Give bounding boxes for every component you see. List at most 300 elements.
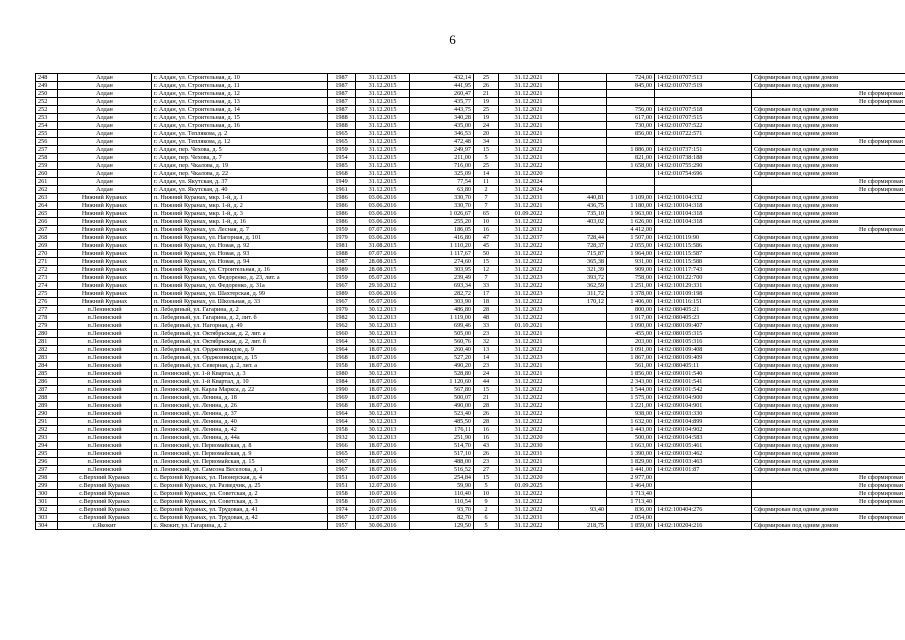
- cell-land-area: 1 251,00: [607, 282, 655, 290]
- table-row: [36, 146, 905, 154]
- cell-area: 488,00: [410, 458, 474, 466]
- cell-residents: 2: [474, 506, 499, 514]
- cell-land-status: Сформирован под одним домом: [752, 410, 905, 418]
- housing-register-table-wrap: [35, 73, 905, 530]
- cell-row-number: 258: [36, 154, 58, 162]
- cell-row-number: 288: [36, 394, 58, 402]
- cell-address: г. Алдан, ул. Строительная, д. 12: [152, 90, 328, 98]
- table-row: [36, 442, 905, 450]
- table-row: [36, 514, 905, 522]
- cell-row-number: 261: [36, 178, 58, 186]
- cell-cadastral-number: 14:02:090104:902: [655, 426, 752, 434]
- cell-cadastral-number: 14:02:090104:583: [655, 434, 752, 442]
- cell-land-area: 1 378,00: [607, 290, 655, 298]
- cell-residents: 16: [474, 426, 499, 434]
- cell-settlement: Нижний Куранах: [58, 202, 152, 210]
- cell-date: 29.10.2012: [356, 282, 410, 290]
- cell-date: 31.12.2015: [356, 178, 410, 186]
- cell-cadastral-number: 14:02:010707:513: [655, 74, 752, 82]
- cell-address: п. Лебединый, ул. Октябрьская, д. 2, лит. б: [152, 338, 328, 346]
- cell-row-number: 260: [36, 170, 58, 178]
- cell-area-2: 436,75: [559, 202, 607, 210]
- table-row: [36, 378, 905, 386]
- cell-date: 31.12.2015: [356, 154, 410, 162]
- cell-row-number: 295: [36, 450, 58, 458]
- cell-date: 31.12.2015: [356, 122, 410, 130]
- cell-address: г. Алдан, ул. Строительная, д. 13: [152, 98, 328, 106]
- cell-residents: 14: [474, 354, 499, 362]
- cell-build-year: 1932: [328, 434, 356, 442]
- cell-row-number: 253: [36, 114, 58, 122]
- cell-address: п. Ленинский, ул. Ленина, д. 44а: [152, 434, 328, 442]
- cell-address: п. Ленинский, ул. Карла Маркса, д. 22: [152, 386, 328, 394]
- table-row: [36, 426, 905, 434]
- cell-area-2: [559, 474, 607, 482]
- cell-deadline: 31.12.2022: [499, 402, 559, 410]
- cell-date: 30.12.2013: [356, 370, 410, 378]
- cell-area-2: [559, 138, 607, 146]
- cell-cadastral-number: 14:02:100104:318: [655, 210, 752, 218]
- cell-row-number: 287: [36, 386, 58, 394]
- cell-area: 523,40: [410, 410, 474, 418]
- cell-area: 699,46: [410, 322, 474, 330]
- cell-land-area: 561,00: [607, 362, 655, 370]
- cell-address: п. Нижний Куранах, ул. Школьная, д. 33: [152, 298, 328, 306]
- cell-area-2: [559, 322, 607, 330]
- cell-deadline: 31.12.2037: [499, 234, 559, 242]
- cell-land-area: 845,00: [607, 82, 655, 90]
- cell-address: п. Нижний Куранах, ул. Федоренко, д. 23, лит. а: [152, 274, 328, 282]
- cell-land-status: Не сформирован: [752, 226, 905, 234]
- cell-address: п. Лебединый, ул. Орджоникидзе, д. 15: [152, 354, 328, 362]
- cell-area-2: [559, 490, 607, 498]
- cell-residents: 24: [474, 370, 499, 378]
- cell-settlement: п.Ленинский: [58, 418, 152, 426]
- cell-land-status: Сформирован под одним домом: [752, 170, 905, 178]
- cell-land-area: 1 856,00: [607, 370, 655, 378]
- cell-cadastral-number: 14:02:080109:409: [655, 354, 752, 362]
- cell-build-year: 1987: [328, 90, 356, 98]
- cell-build-year: 1967: [328, 298, 356, 306]
- cell-land-area: 2 343,00: [607, 378, 655, 386]
- cell-row-number: 285: [36, 370, 58, 378]
- cell-residents: 17: [474, 290, 499, 298]
- housing-register-table: [35, 73, 905, 530]
- cell-date: 30.12.2013: [356, 322, 410, 330]
- cell-date: 18.07.2016: [356, 450, 410, 458]
- cell-build-year: 1987: [328, 82, 356, 90]
- cell-row-number: 271: [36, 258, 58, 266]
- cell-build-year: 1979: [328, 234, 356, 242]
- cell-settlement: Алдан: [58, 130, 152, 138]
- cell-row-number: 276: [36, 298, 58, 306]
- cell-build-year: 1989: [328, 266, 356, 274]
- cell-row-number: 289: [36, 402, 58, 410]
- cell-cadastral-number: 14:02:100129:331: [655, 282, 752, 290]
- cell-date: 18.07.2016: [356, 402, 410, 410]
- cell-land-area: [607, 178, 655, 186]
- cell-cadastral-number: 14:02:100115:586: [655, 242, 752, 250]
- cell-land-status: Сформирован под одним домом: [752, 442, 905, 450]
- cell-date: 12.07.2016: [356, 514, 410, 522]
- cell-residents: 25: [474, 162, 499, 170]
- cell-area: 274,60: [410, 258, 474, 266]
- cell-deadline: 31.12.2031: [499, 514, 559, 522]
- cell-deadline: 31.12.2023: [499, 290, 559, 298]
- cell-deadline: 31.12.2022: [499, 394, 559, 402]
- cell-deadline: 31.12.2032: [499, 226, 559, 234]
- cell-settlement: п.Ленинский: [58, 450, 152, 458]
- cell-settlement: Нижний Куранах: [58, 210, 152, 218]
- cell-address: с. Верхний Куранах, ул. Трудовая, д. 41: [152, 506, 328, 514]
- table-row: [36, 498, 905, 506]
- table-row: [36, 370, 905, 378]
- table-row: [36, 242, 905, 250]
- cell-build-year: 1966: [328, 442, 356, 450]
- cell-settlement: Алдан: [58, 178, 152, 186]
- cell-area-2: 735,10: [559, 210, 607, 218]
- cell-area-2: [559, 90, 607, 98]
- cell-land-area: 1 180,00: [607, 202, 655, 210]
- cell-address: п. Нижний Куранах, ул. Новая, д. 94: [152, 258, 328, 266]
- cell-address: п. Лебединый, ул. Северная, д. 2, лит. а: [152, 362, 328, 370]
- table-row: [36, 522, 905, 530]
- cell-land-area: 1 626,00: [607, 218, 655, 226]
- cell-residents: 26: [474, 410, 499, 418]
- cell-area-2: [559, 370, 607, 378]
- table-row: [36, 234, 905, 242]
- cell-residents: 23: [474, 362, 499, 370]
- cell-settlement: Нижний Куранах: [58, 242, 152, 250]
- cell-deadline: 31.12.2031: [499, 194, 559, 202]
- cell-settlement: п.Ленинский: [58, 394, 152, 402]
- table-row: [36, 402, 905, 410]
- cell-area: 505,00: [410, 330, 474, 338]
- cell-date: 28.08.2015: [356, 266, 410, 274]
- cell-land-area: 2 054,00: [607, 514, 655, 522]
- cell-land-area: 1 464,00: [607, 482, 655, 490]
- table-row: [36, 114, 905, 122]
- cell-cadastral-number: 14:02:090101:542: [655, 386, 752, 394]
- cell-build-year: 1974: [328, 506, 356, 514]
- cell-area: 346,53: [410, 130, 474, 138]
- cell-cadastral-number: [655, 186, 752, 194]
- cell-area: 93,70: [410, 506, 474, 514]
- cell-build-year: 1965: [328, 138, 356, 146]
- cell-cadastral-number: 14:02:090101:87: [655, 466, 752, 474]
- cell-deadline: 31.12.2020: [499, 434, 559, 442]
- cell-settlement: Нижний Куранах: [58, 250, 152, 258]
- cell-cadastral-number: [655, 498, 752, 506]
- cell-address: с. Верхний Куранах, ул. Трудовая, д. 42: [152, 514, 328, 522]
- cell-row-number: 286: [36, 378, 58, 386]
- cell-area-2: 403,02: [559, 218, 607, 226]
- cell-land-area: 856,00: [607, 130, 655, 138]
- cell-area-2: [559, 426, 607, 434]
- cell-settlement: Нижний Куранах: [58, 298, 152, 306]
- cell-area: 1 026,67: [410, 210, 474, 218]
- cell-cadastral-number: 14:02:010738:188: [655, 154, 752, 162]
- cell-area-2: [559, 482, 607, 490]
- cell-land-area: 756,00: [607, 106, 655, 114]
- table-row: [36, 226, 905, 234]
- cell-land-status: Сформирован под одним домом: [752, 506, 905, 514]
- cell-address: п. Нижний Куранах, ул. Федоренко, д. 31а: [152, 282, 328, 290]
- table-row: [36, 458, 905, 466]
- cell-area-2: [559, 410, 607, 418]
- cell-address: п. Ленинский, ул. Ленина, д. 37: [152, 410, 328, 418]
- cell-area: 82,70: [410, 514, 474, 522]
- cell-cadastral-number: 14:02:100116:151: [655, 298, 752, 306]
- cell-build-year: 1967: [328, 458, 356, 466]
- cell-row-number: 292: [36, 426, 58, 434]
- cell-date: 18.07.2016: [356, 466, 410, 474]
- cell-deadline: 31.12.2022: [499, 410, 559, 418]
- cell-area-2: [559, 498, 607, 506]
- table-row: [36, 218, 905, 226]
- cell-cadastral-number: 14:02:090103:330: [655, 410, 752, 418]
- cell-build-year: 1987: [328, 106, 356, 114]
- cell-date: 03.06.2016: [356, 194, 410, 202]
- cell-address: г. Алдан, ул. Якутская, д. 37: [152, 178, 328, 186]
- cell-deadline: 31.12.2020: [499, 474, 559, 482]
- cell-cadastral-number: [655, 474, 752, 482]
- cell-row-number: 250: [36, 90, 58, 98]
- cell-land-area: 1 090,00: [607, 322, 655, 330]
- cell-build-year: 1958: [328, 490, 356, 498]
- cell-cadastral-number: 14:02:010707:519: [655, 82, 752, 90]
- cell-deadline: 31.12.2022: [499, 250, 559, 258]
- cell-deadline: 31.12.2021: [499, 458, 559, 466]
- cell-build-year: 1981: [328, 242, 356, 250]
- cell-build-year: 1951: [328, 474, 356, 482]
- cell-land-status: Сформирован под одним домом: [752, 346, 905, 354]
- cell-cadastral-number: 14:02:100115:587: [655, 250, 752, 258]
- cell-row-number: 277: [36, 306, 58, 314]
- table-row: [36, 194, 905, 202]
- cell-cadastral-number: 14:02:080405:21: [655, 306, 752, 314]
- cell-deadline: 31.12.2020: [499, 170, 559, 178]
- cell-land-area: 1 663,00: [607, 442, 655, 450]
- table-row: [36, 258, 905, 266]
- cell-land-status: Сформирован под одним домом: [752, 210, 905, 218]
- cell-residents: 28: [474, 306, 499, 314]
- cell-residents: 7: [474, 202, 499, 210]
- cell-settlement: Алдан: [58, 170, 152, 178]
- cell-cadastral-number: [655, 226, 752, 234]
- cell-settlement: Алдан: [58, 74, 152, 82]
- cell-area: 435,77: [410, 98, 474, 106]
- cell-build-year: 1959: [328, 226, 356, 234]
- cell-row-number: 263: [36, 194, 58, 202]
- cell-build-year: 1967: [328, 282, 356, 290]
- cell-deadline: 31.12.2022: [499, 426, 559, 434]
- cell-build-year: 1964: [328, 410, 356, 418]
- table-row: [36, 362, 905, 370]
- cell-row-number: 280: [36, 330, 58, 338]
- cell-row-number: 268: [36, 234, 58, 242]
- cell-deadline: 31.12.2023: [499, 306, 559, 314]
- cell-cadastral-number: [655, 98, 752, 106]
- cell-residents: 21: [474, 394, 499, 402]
- cell-settlement: п.Ленинский: [58, 402, 152, 410]
- cell-date: 30.12.2013: [356, 410, 410, 418]
- cell-date: 20.07.2016: [356, 506, 410, 514]
- cell-date: 30.12.2013: [356, 306, 410, 314]
- cell-land-area: 1 713,40: [607, 498, 655, 506]
- cell-land-area: [607, 98, 655, 106]
- cell-area-2: [559, 226, 607, 234]
- cell-build-year: 1984: [328, 378, 356, 386]
- cell-area: 432,14: [410, 74, 474, 82]
- cell-residents: 33: [474, 282, 499, 290]
- cell-land-status: Сформирован под одним домом: [752, 330, 905, 338]
- cell-area: 435,00: [410, 122, 474, 130]
- cell-address: п. Нижний Куранах, ул. Строительная, д. 16: [152, 266, 328, 274]
- cell-land-status: Сформирован под одним домом: [752, 522, 905, 530]
- cell-date: 10.07.2016: [356, 490, 410, 498]
- cell-settlement: п.Ленинский: [58, 426, 152, 434]
- cell-residents: 9: [474, 498, 499, 506]
- cell-residents: 26: [474, 82, 499, 90]
- cell-area-2: [559, 450, 607, 458]
- cell-land-status: Сформирован под одним домом: [752, 338, 905, 346]
- cell-settlement: с.Верхний Куранах: [58, 482, 152, 490]
- table-row: [36, 106, 905, 114]
- cell-settlement: Алдан: [58, 98, 152, 106]
- cell-area-2: [559, 178, 607, 186]
- cell-land-area: 1 390,00: [607, 450, 655, 458]
- cell-deadline: 01.09.2025: [499, 482, 559, 490]
- cell-build-year: 1988: [328, 122, 356, 130]
- cell-date: 18.07.2016: [356, 458, 410, 466]
- cell-area: 63,80: [410, 186, 474, 194]
- cell-row-number: 267: [36, 226, 58, 234]
- cell-area-2: 393,72: [559, 274, 607, 282]
- cell-area: 239,49: [410, 274, 474, 282]
- cell-date: 31.12.2015: [356, 130, 410, 138]
- cell-area-2: [559, 386, 607, 394]
- cell-land-status: Сформирован под одним домом: [752, 274, 905, 282]
- cell-residents: 47: [474, 234, 499, 242]
- cell-residents: 15: [474, 386, 499, 394]
- cell-area: 567,80: [410, 386, 474, 394]
- cell-area: 1 119,00: [410, 314, 474, 322]
- cell-area: 1 117,67: [410, 250, 474, 258]
- cell-date: 31.12.2015: [356, 82, 410, 90]
- cell-address: п. Ленинский, ул. Ленина, д. 40: [152, 418, 328, 426]
- cell-cadastral-number: 14:02:010707:518: [655, 106, 752, 114]
- cell-land-area: 4 412,00: [607, 226, 655, 234]
- cell-settlement: п.Ленинский: [58, 466, 152, 474]
- cell-residents: 50: [474, 250, 499, 258]
- cell-build-year: 1960: [328, 330, 356, 338]
- cell-land-status: Не сформирован: [752, 178, 905, 186]
- cell-land-area: 800,00: [607, 306, 655, 314]
- cell-area-2: [559, 466, 607, 474]
- cell-residents: 5: [474, 522, 499, 530]
- cell-build-year: 1968: [328, 354, 356, 362]
- cell-land-status: Не сформирован: [752, 98, 905, 106]
- cell-address: п. Нижний Куранах, мкр. 1-й, д. 1: [152, 194, 328, 202]
- cell-date: 03.06.2016: [356, 210, 410, 218]
- cell-area: 303,95: [410, 266, 474, 274]
- cell-row-number: 294: [36, 442, 58, 450]
- cell-deadline: 01.09.2022: [499, 210, 559, 218]
- cell-residents: 28: [474, 418, 499, 426]
- cell-land-status: Сформирован под одним домом: [752, 362, 905, 370]
- cell-settlement: п.Ленинский: [58, 442, 152, 450]
- cell-deadline: 31.12.2021: [499, 202, 559, 210]
- cell-area: 254,84: [410, 474, 474, 482]
- cell-land-area: 203,00: [607, 338, 655, 346]
- cell-residents: 10: [474, 490, 499, 498]
- cell-land-status: Сформирован под одним домом: [752, 466, 905, 474]
- cell-land-status: Сформирован под одним домом: [752, 306, 905, 314]
- cell-land-status: Не сформирован: [752, 482, 905, 490]
- cell-land-status: Не сформирован: [752, 490, 905, 498]
- cell-area-2: [559, 458, 607, 466]
- cell-land-area: 455,00: [607, 330, 655, 338]
- cell-deadline: 31.12.2021: [499, 362, 559, 370]
- cell-settlement: Алдан: [58, 122, 152, 130]
- cell-area: 716,00: [410, 162, 474, 170]
- cell-row-number: 284: [36, 362, 58, 370]
- cell-area-2: [559, 154, 607, 162]
- cell-residents: 10: [474, 218, 499, 226]
- cell-land-area: [607, 170, 655, 178]
- cell-address: п. Ленинский, ул. Первомайская, д. 8: [152, 442, 328, 450]
- cell-area: 1 120,60: [410, 378, 474, 386]
- cell-land-status: Не сформирован: [752, 498, 905, 506]
- cell-deadline: 31.12.2022: [499, 242, 559, 250]
- cell-land-status: Сформирован под одним домом: [752, 394, 905, 402]
- cell-settlement: п.Ленинский: [58, 370, 152, 378]
- cell-area-2: 440,81: [559, 194, 607, 202]
- cell-date: 31.08.2015: [356, 242, 410, 250]
- cell-build-year: 1987: [328, 74, 356, 82]
- table-row: [36, 170, 905, 178]
- cell-land-area: 1 221,00: [607, 402, 655, 410]
- table-row: [36, 266, 905, 274]
- cell-cadastral-number: 14:02:100104:332: [655, 194, 752, 202]
- cell-area-2: [559, 402, 607, 410]
- cell-residents: 15: [474, 474, 499, 482]
- cell-settlement: Нижний Куранах: [58, 234, 152, 242]
- cell-row-number: 254: [36, 122, 58, 130]
- cell-residents: 26: [474, 450, 499, 458]
- cell-row-number: 259: [36, 162, 58, 170]
- cell-date: 05.07.2016: [356, 298, 410, 306]
- cell-date: 18.07.2016: [356, 442, 410, 450]
- cell-row-number: 273: [36, 274, 58, 282]
- cell-row-number: 304: [36, 522, 58, 530]
- cell-land-area: 1 963,00: [607, 210, 655, 218]
- cell-address: п. Ленинский, ул. Первомайская, д. 9: [152, 450, 328, 458]
- cell-residents: 6: [474, 514, 499, 522]
- cell-settlement: Нижний Куранах: [58, 194, 152, 202]
- cell-cadastral-number: 14:02:080105:316: [655, 338, 752, 346]
- cell-address: п. Нижний Куранах, ул. Шахтерская, д. 99: [152, 290, 328, 298]
- cell-deadline: 31.12.2021: [499, 370, 559, 378]
- cell-cadastral-number: 14:02:090103:462: [655, 450, 752, 458]
- cell-row-number: 293: [36, 434, 58, 442]
- cell-address: п. Ленинский, ул. Ленина, д. 26: [152, 402, 328, 410]
- cell-address: п. Ленинский, ул. Ленина, д. 42: [152, 426, 328, 434]
- cell-cadastral-number: 14:02:010755:290: [655, 162, 752, 170]
- cell-deadline: 31.12.2021: [499, 154, 559, 162]
- cell-area-2: [559, 338, 607, 346]
